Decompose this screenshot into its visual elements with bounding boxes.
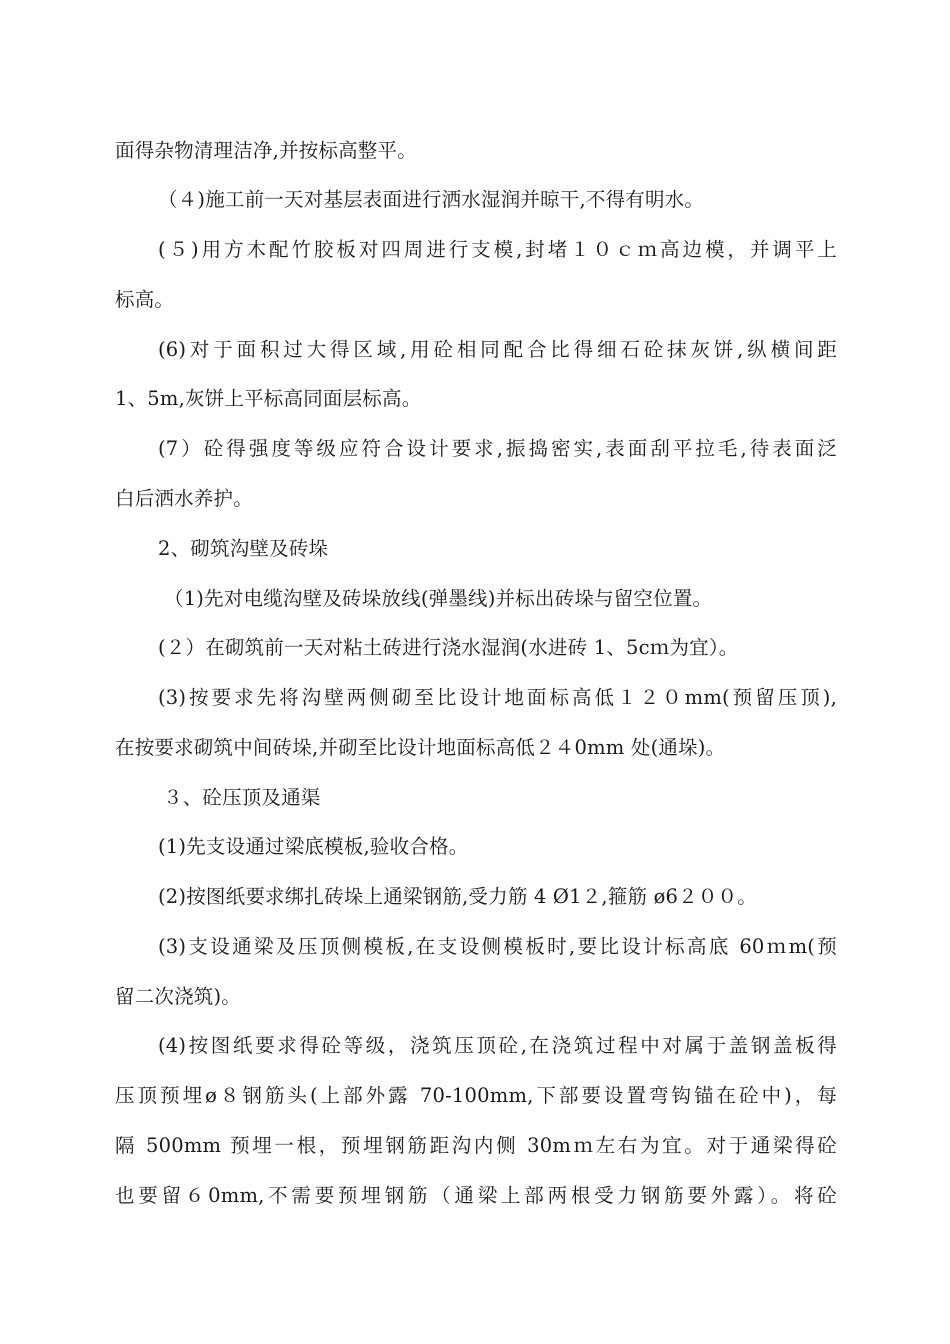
paragraph-line-17: (3)支设通梁及压顶侧模板,在支设侧模板时,要比设计标高底 60ｍm(预 — [158, 935, 837, 958]
paragraph-line-22: 也要留６0mm,不需要预埋钢筋（通梁上部两根受力钢筋要外露）。将砼 — [115, 1184, 837, 1207]
paragraph-line-15: (1)先支设通过梁底模板,验收合格。 — [158, 835, 469, 858]
paragraph-line-18: 留二次浇筑)。 — [115, 985, 242, 1008]
paragraph-line-16: (2)按图纸要求绑扎砖垛上通梁钢筋,受力筋 4 Ø1２,箍筋 ø6２００。 — [158, 885, 757, 908]
paragraph-line-13: 在按要求砌筑中间砖垛,并砌至比设计地面标高低２４0mm 处(通垛)。 — [115, 736, 726, 759]
section-heading-2: 2、砌筑沟壁及砖垛 — [158, 537, 329, 560]
paragraph-line-11: (２）在砌筑前一天对粘土砖进行浇水湿润(水进砖 1、5cｍ为宜）。 — [158, 636, 739, 659]
paragraph-line-5: (6)对于面积过大得区域,用砼相同配合比得细石砼抹灰饼,纵横间距 — [158, 338, 837, 361]
paragraph-line-12: (3)按要求先将沟壁两侧砌至比设计地面标高低１２０mm(预留压顶), — [158, 686, 837, 709]
paragraph-line-3: (５)用方木配竹胶板对四周进行支模,封堵１０ｃｍ高边模，并调平上 — [158, 238, 837, 261]
paragraph-line-19: (4)按图纸要求得砼等级，浇筑压顶砼,在浇筑过程中对属于盖钢盖板得 — [158, 1034, 837, 1057]
section-heading-3: ３、砼压顶及通渠 — [163, 786, 321, 809]
paragraph-line-7: (7）砼得强度等级应符合设计要求,振捣密实,表面刮平拉毛,待表面泛 — [158, 437, 837, 460]
paragraph-line-1: 面得杂物清理洁净,并按标高整平。 — [115, 139, 417, 162]
paragraph-line-20: 压顶预埋ø８钢筋头(上部外露 70-100mm,下部要设置弯钩锚在砼中)，每 — [115, 1084, 837, 1107]
paragraph-line-6: 1、5m,灰饼上平标高同面层标高。 — [115, 387, 422, 410]
paragraph-line-4: 标高。 — [115, 288, 175, 311]
paragraph-line-2: （４)施工前一天对基层表面进行洒水湿润并晾干,不得有明水。 — [158, 188, 705, 211]
paragraph-line-10: （1)先对电缆沟壁及砖垛放线(弹墨线)并标出砖垛与留空位置。 — [164, 587, 713, 610]
paragraph-line-21: 隔 500mm 预埋一根，预埋钢筋距沟内侧 30mｍ左右为宜。对于通梁得砼 — [115, 1134, 837, 1157]
paragraph-line-8: 白后洒水养护。 — [115, 487, 253, 510]
